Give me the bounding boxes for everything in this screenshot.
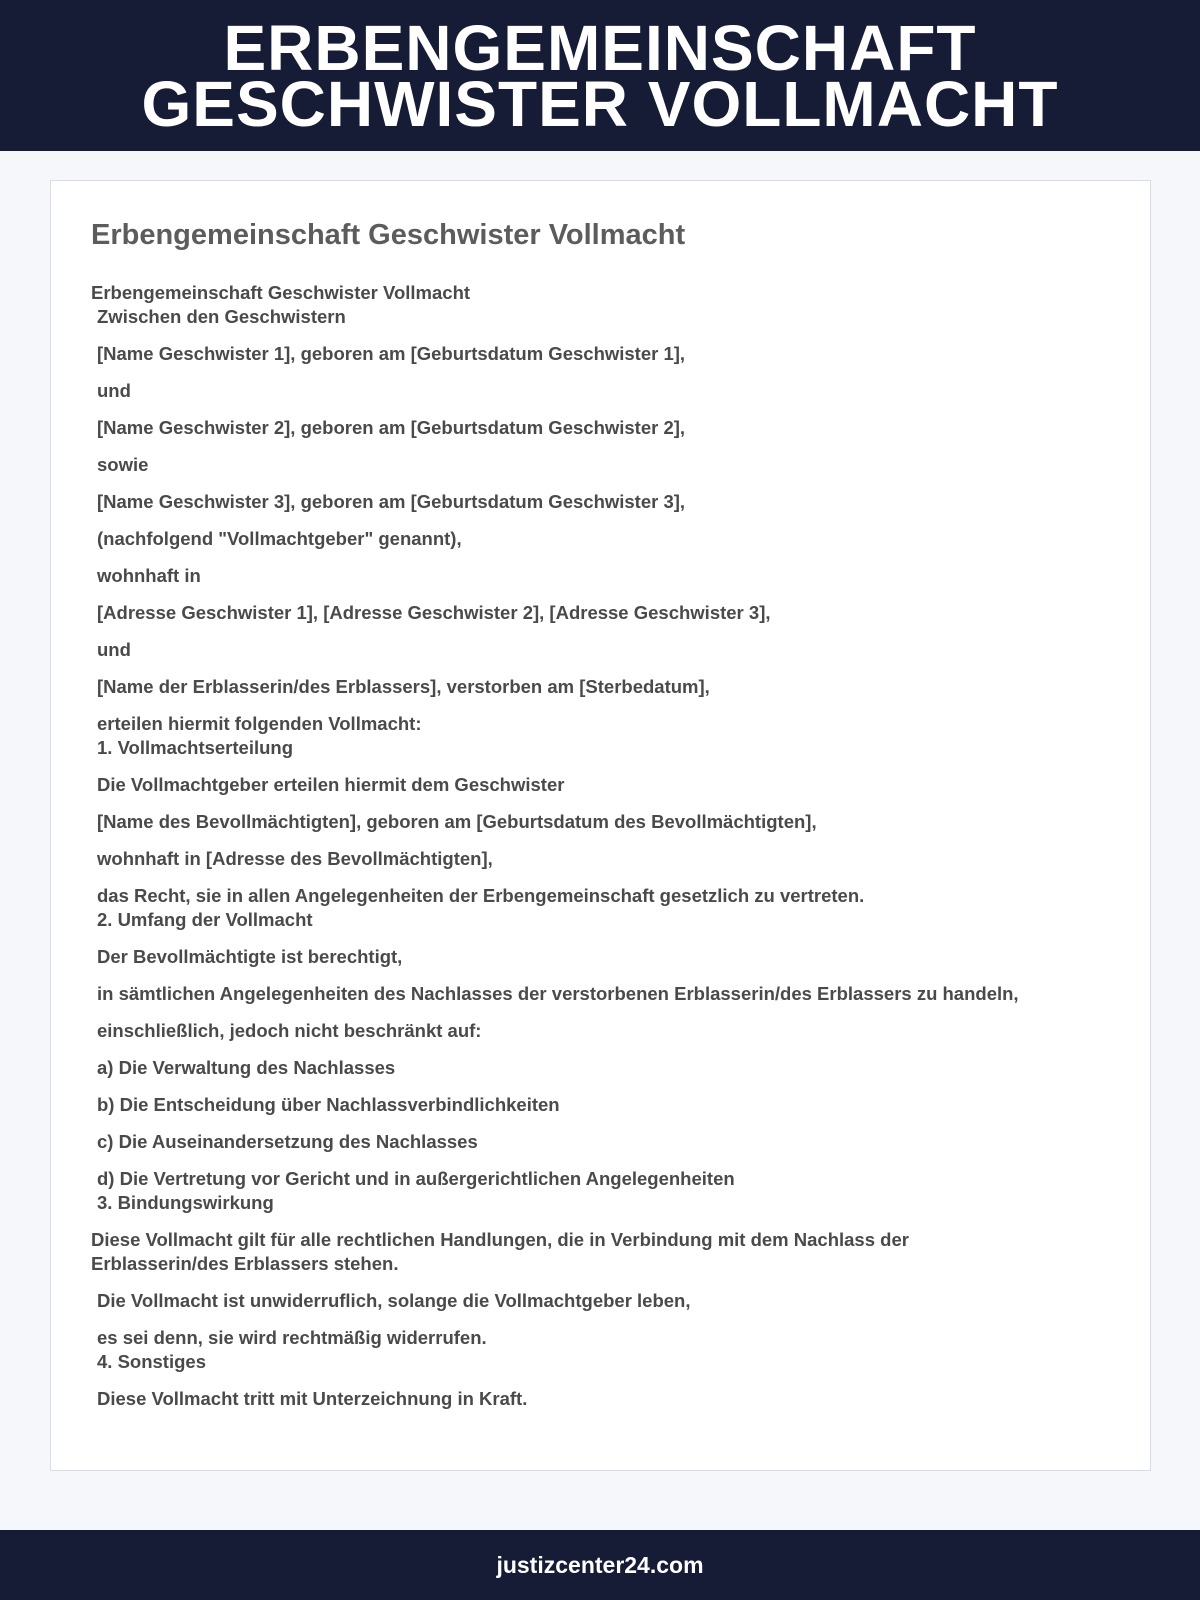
document-line: sowie <box>97 454 149 475</box>
section-heading: 1. Vollmachtserteilung <box>97 737 294 758</box>
document-body <box>91 281 1121 1411</box>
document-line: (nachfolgend "Vollmachtgeber" genannt), <box>97 528 462 549</box>
section-heading: 4. Sonstiges <box>97 1351 206 1372</box>
document-line: es sei denn, sie wird rechtmäßig widerrufen. <box>97 1327 487 1348</box>
document-card <box>50 180 1151 1471</box>
list-item: d) Die Vertretung vor Gericht und in außergerichtlichen Angelegenheiten <box>97 1168 735 1189</box>
banner-title-line-1: ERBENGEMEINSCHAFT <box>223 11 977 84</box>
section-heading: 2. Umfang der Vollmacht <box>97 909 313 930</box>
document-line: in sämtlichen Angelegenheiten des Nachlasses der verstorbenen Erblasserin/des Erblassers zu handeln, <box>97 983 1019 1004</box>
list-item: c) Die Auseinandersetzung des Nachlasses <box>97 1131 478 1152</box>
banner-title-line-2: GESCHWISTER VOLLMACHT <box>141 67 1059 140</box>
title-banner <box>0 0 1200 151</box>
document-line: Diese Vollmacht tritt mit Unterzeichnung in Kraft. <box>97 1388 528 1409</box>
document-line: [Name Geschwister 2], geboren am [Geburtsdatum Geschwister 2], <box>97 417 686 438</box>
document-line: [Name der Erblasserin/des Erblassers], verstorben am [Sterbedatum], <box>97 676 710 697</box>
document-line: Die Vollmacht ist unwiderruflich, solange die Vollmachtgeber leben, <box>97 1290 691 1311</box>
document-line: wohnhaft in [Adresse des Bevollmächtigten], <box>97 848 493 869</box>
document-line: das Recht, sie in allen Angelegenheiten der Erbengemeinschaft gesetzlich zu vertreten. <box>97 885 865 906</box>
document-line: [Name Geschwister 3], geboren am [Geburtsdatum Geschwister 3], <box>97 491 686 512</box>
document-line: Zwischen den Geschwistern <box>97 306 346 327</box>
document-line: Der Bevollmächtigte ist berechtigt, <box>97 946 403 967</box>
document-heading-line: Erbengemeinschaft Geschwister Vollmacht <box>91 282 471 303</box>
footer-bar <box>0 1530 1200 1600</box>
document-line: und <box>97 639 131 660</box>
document-paragraph: Diese Vollmacht gilt für alle rechtlichen Handlungen, die in Verbindung mit dem Nachlass der Erblasserin/des Erblassers stehen. <box>91 1229 909 1274</box>
list-item: a) Die Verwaltung des Nachlasses <box>97 1057 396 1078</box>
section-heading: 3. Bindungswirkung <box>97 1192 274 1213</box>
document-line: [Name des Bevollmächtigten], geboren am [Geburtsdatum des Bevollmächtigten], <box>97 811 817 832</box>
document-line: und <box>97 380 131 401</box>
document-line: [Adresse Geschwister 1], [Adresse Geschwister 2], [Adresse Geschwister 3], <box>97 602 771 623</box>
footer-site-name: justizcenter24.com <box>496 1551 704 1578</box>
document-line: [Name Geschwister 1], geboren am [Geburtsdatum Geschwister 1], <box>97 343 686 364</box>
document-line: wohnhaft in <box>97 565 201 586</box>
document-line: erteilen hiermit folgenden Vollmacht: <box>97 713 422 734</box>
document-line: Die Vollmachtgeber erteilen hiermit dem Geschwister <box>97 774 565 795</box>
list-item: b) Die Entscheidung über Nachlassverbindlichkeiten <box>97 1094 560 1115</box>
document-line: einschließlich, jedoch nicht beschränkt auf: <box>97 1020 482 1041</box>
document-title: Erbengemeinschaft Geschwister Vollmacht <box>91 219 686 251</box>
